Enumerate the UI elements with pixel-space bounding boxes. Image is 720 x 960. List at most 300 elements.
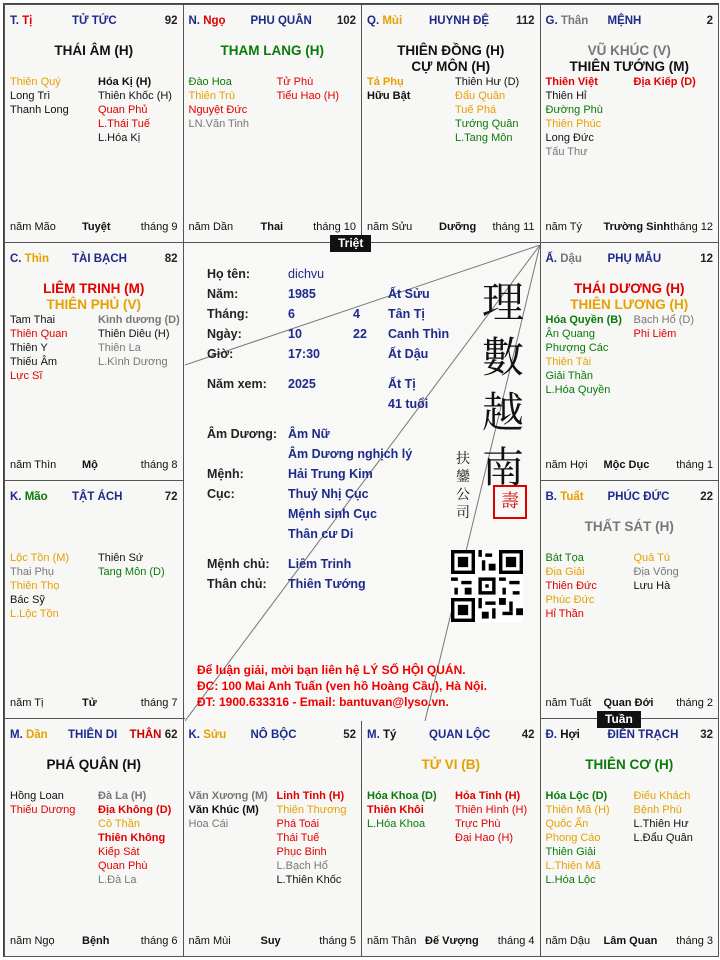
minor-star: L.Tang Môn	[455, 132, 513, 144]
cuc-value: Thuỷ Nhị Cục	[288, 487, 369, 501]
palace-footer	[546, 459, 714, 472]
palace-name: TÀI BẠCH	[72, 253, 127, 265]
major-star: THÁI ÂM (H)	[54, 43, 134, 58]
logo-char: 越	[481, 388, 524, 437]
minor-star: Thiên Sứ	[98, 552, 144, 564]
minor-star: L.Hóa Kị	[98, 132, 141, 144]
palace-branch: Sửu	[203, 729, 227, 741]
minor-stars-left	[10, 313, 67, 383]
palace-header	[546, 491, 714, 505]
contact-address: ĐC: 100 Mai Anh Tuấn (ven hồ Hoàng Cầu), Hà Nội.	[197, 679, 488, 693]
horoscope-board	[3, 3, 719, 957]
minor-star: L.Lộc Tồn	[10, 608, 59, 620]
minor-star: Thiên Thương	[276, 804, 347, 816]
minor-star: Tướng Quân	[455, 118, 519, 130]
palace-year: năm Thìn	[10, 459, 57, 471]
palace-header	[10, 491, 178, 505]
palace-position	[367, 15, 402, 27]
minor-stars-right	[98, 75, 172, 145]
minor-stars-left	[546, 551, 597, 621]
major-star: THIÊN TƯỚNG (M)	[569, 59, 689, 74]
palace-stem: Ấ.	[545, 253, 557, 265]
red-seal: 壽	[493, 485, 527, 519]
minor-stars-right	[455, 75, 519, 145]
palace-name: TẬT ÁCH	[72, 491, 123, 503]
minor-stars-left	[189, 789, 268, 831]
minor-stars-right	[98, 789, 171, 887]
palace-month: tháng 3	[676, 935, 713, 947]
minor-star: Thiên Hỉ	[545, 90, 587, 102]
major-star: PHÁ QUÂN (H)	[46, 757, 141, 772]
minor-star: Thiên Y	[10, 342, 48, 354]
palace-footer	[189, 935, 357, 948]
palace-stem: C.	[10, 253, 22, 265]
minor-star: Đà La (H)	[98, 790, 147, 802]
year-canchi: Ất Sửu	[388, 287, 430, 301]
minor-star: Hoa Cái	[188, 818, 229, 830]
minor-star: L.Hóa Quyền	[545, 384, 611, 396]
minor-star: Thiên Không	[98, 832, 166, 844]
palace-stem: M.	[10, 729, 23, 741]
palace-branch: Tị	[22, 15, 33, 27]
palace-dau[interactable]	[540, 242, 720, 481]
palace-year: năm Thân	[367, 935, 417, 947]
contact-phone-email: ĐT: 1900.633316 - Email: bantuvan@lyso.vn.	[197, 695, 449, 709]
major-star: THÁI DƯƠNG (H)	[574, 281, 685, 296]
palace-header	[367, 729, 535, 743]
minor-star: Thiên Tài	[545, 356, 592, 368]
minor-star: Tiểu Hao (H)	[276, 90, 340, 102]
minor-star: L.Thiên Khốc	[276, 874, 342, 886]
minor-star: Hỉ Thần	[545, 608, 584, 620]
minor-star: Phong Cáo	[545, 832, 601, 844]
minor-star: Hữu Bật	[367, 90, 411, 102]
minor-stars-right	[98, 313, 180, 369]
name-value: dichvu	[288, 267, 325, 281]
menh-label: Mệnh:	[207, 467, 244, 481]
palace-cycle: Dưỡng	[439, 221, 477, 233]
palace-name: TỬ TỨC	[72, 15, 117, 27]
month-solar: 6	[288, 307, 295, 321]
palace-number: 2	[706, 15, 713, 27]
palace-number: 82	[164, 253, 178, 265]
minor-star: Thiên Hình (H)	[455, 804, 528, 816]
palace-stem: N.	[188, 15, 200, 27]
minor-star: LN.Văn Tinh	[188, 118, 250, 130]
month-canchi: Tân Tị	[388, 307, 425, 321]
contact-line-1: Để luận giải, mời bạn liên hệ LÝ SỐ HỘI QUÁN.	[197, 663, 466, 677]
minor-star: Địa Không (D)	[98, 804, 172, 816]
minor-stars-left	[546, 789, 610, 887]
palace-cycle: Trường Sinh	[603, 221, 671, 233]
major-stars	[9, 281, 179, 313]
major-star: THAM LANG (H)	[220, 43, 324, 58]
palace-mao[interactable]	[4, 480, 184, 719]
palace-position	[10, 15, 32, 27]
palace-footer	[10, 697, 178, 710]
minor-star: Tam Thai	[10, 314, 56, 326]
palace-header	[10, 729, 178, 743]
palace-month: tháng 8	[140, 459, 178, 471]
amduong-note: Âm Dương nghịch lý	[288, 447, 413, 461]
minor-star: L.Kình Dương	[98, 356, 168, 368]
palace-name: MỆNH	[607, 15, 642, 27]
palace-cycle: Bệnh	[82, 935, 110, 947]
minor-star: Thai Phụ	[10, 566, 55, 578]
minor-star: Thiên La	[98, 342, 141, 354]
tuan-marker: Tuần	[597, 711, 641, 728]
minor-stars-left	[10, 551, 69, 621]
minor-star: Địa Võng	[633, 566, 679, 578]
minor-star: Thiên Quan	[10, 328, 68, 340]
palace-name: PHÚC ĐỨC	[607, 491, 670, 503]
palace-year: năm Ngọ	[10, 935, 55, 947]
palace-position	[546, 253, 582, 265]
palace-name: NÔ BỘC	[250, 729, 297, 741]
palace-branch: Mùi	[382, 15, 403, 27]
minor-star: L.Hóa Lộc	[545, 874, 596, 886]
palace-position	[189, 729, 227, 741]
calligraphy-logo	[473, 275, 533, 495]
palace-header	[189, 729, 357, 743]
hour-label: Giờ:	[207, 347, 234, 361]
major-star: THIÊN PHỦ (V)	[46, 297, 141, 312]
palace-cycle: Tử	[82, 697, 97, 709]
palace-year: năm Tuất	[545, 697, 592, 709]
palace-number: 22	[700, 491, 713, 503]
minor-star: Tấu Thư	[545, 146, 588, 158]
amduong-value: Âm Nữ	[288, 427, 330, 441]
month-label: Tháng:	[207, 307, 249, 321]
palace-stem: G.	[545, 15, 558, 27]
minor-star: Thiên Khốc (H)	[98, 90, 172, 102]
palace-header	[10, 253, 178, 267]
name-label: Họ tên:	[207, 267, 251, 281]
palace-number: 92	[164, 15, 178, 27]
major-star: TỬ VI (B)	[421, 757, 480, 772]
major-star: THIÊN ĐỒNG (H)	[397, 43, 505, 58]
minor-star: Văn Khúc (M)	[188, 804, 259, 816]
minor-star: Nguyệt Đức	[188, 104, 248, 116]
palace-name: PHU QUÂN	[250, 15, 312, 27]
palace-mui[interactable]	[361, 4, 541, 243]
major-stars	[545, 43, 715, 75]
minor-star: Đào Hoa	[188, 76, 232, 88]
day-canchi: Canh Thìn	[388, 327, 450, 341]
palace-month: tháng 4	[497, 935, 535, 947]
major-star: THIÊN LƯƠNG (H)	[570, 297, 689, 312]
minor-star: Thiên Mã (H)	[545, 804, 610, 816]
palace-month: tháng 11	[492, 221, 535, 233]
minor-star: Hóa Quyền (B)	[545, 314, 622, 326]
palace-suu[interactable]	[183, 718, 363, 957]
view-year-canchi: Ất Tị	[388, 377, 416, 391]
palace-branch: Dần	[25, 729, 48, 741]
minor-star: L.Đẩu Quân	[633, 832, 693, 844]
palace-branch: Thân	[560, 15, 589, 27]
minor-star: Lưu Hà	[633, 580, 671, 592]
minor-star: Thiên Việt	[545, 76, 598, 88]
minor-star: L.Bạch Hổ	[276, 860, 328, 872]
minor-stars-left	[546, 313, 622, 397]
palace-branch: Dậu	[560, 253, 582, 265]
triet-marker: Triệt	[330, 235, 371, 252]
minor-star: Kình dương (D)	[98, 314, 180, 326]
minor-stars-right	[634, 75, 696, 89]
minor-star: Phục Binh	[276, 846, 327, 858]
minor-stars-right	[634, 551, 679, 593]
minor-star: Phượng Các	[545, 342, 609, 354]
minor-star: Hỏa Tinh (H)	[455, 790, 521, 802]
palace-branch: Hợi	[560, 729, 580, 741]
minor-star: Tả Phụ	[367, 76, 404, 88]
palace-footer	[10, 935, 178, 948]
minor-star: Kiếp Sát	[98, 846, 140, 858]
view-year-label: Năm xem:	[207, 377, 267, 391]
minor-star: Long Đức	[545, 132, 594, 144]
palace-stem: Đ.	[545, 729, 557, 741]
major-stars	[9, 757, 179, 773]
palace-dan[interactable]	[4, 718, 184, 957]
palace-header	[10, 15, 178, 29]
logo-sub-char: 扶	[456, 451, 470, 467]
major-stars	[545, 757, 715, 773]
minor-star: Tử Phù	[276, 76, 314, 88]
palace-position	[546, 729, 580, 741]
minor-star: L.Đà La	[98, 874, 137, 886]
palace-number: 72	[164, 491, 178, 503]
minor-stars-left	[10, 75, 69, 117]
palace-cycle: Mộc Dục	[603, 459, 650, 471]
palace-footer	[367, 221, 535, 234]
palace-month: tháng 6	[140, 935, 178, 947]
logo-sub-char: 鑾	[456, 469, 470, 485]
palace-than[interactable]	[540, 4, 720, 243]
palace-number: 62	[164, 729, 178, 741]
palace-stem: B.	[545, 491, 557, 503]
palace-month: tháng 9	[140, 221, 178, 233]
palace-cycle: Thai	[260, 221, 284, 233]
calligraphy-sub	[453, 450, 473, 522]
menh-value: Hải Trung Kim	[288, 467, 373, 481]
palace-ty[interactable]	[361, 718, 541, 957]
than-chu-value: Thiên Tướng	[288, 577, 366, 591]
minor-star: Long Trì	[10, 90, 51, 102]
minor-stars-left	[189, 75, 250, 131]
logo-char: 南	[481, 443, 524, 492]
palace-position	[10, 491, 48, 503]
minor-star: Thiên Diêu (H)	[98, 328, 170, 340]
palace-month: tháng 2	[676, 697, 713, 709]
view-year-value: 2025	[288, 377, 316, 391]
palace-month: tháng 12	[670, 221, 713, 233]
palace-year: năm Hợi	[545, 459, 588, 471]
palace-thin[interactable]	[4, 242, 184, 481]
logo-sub-char: 司	[456, 505, 470, 521]
palace-cycle: Mộ	[82, 459, 98, 471]
palace-year: năm Dần	[188, 221, 234, 233]
logo-char: 數	[481, 333, 524, 382]
center-info-panel	[185, 245, 540, 721]
minor-star: Thiên Khôi	[367, 804, 424, 816]
palace-stem: K.	[10, 491, 22, 503]
minor-star: Thiên Giải	[545, 846, 596, 858]
minor-star: Quốc Ấn	[545, 818, 589, 830]
palace-position	[367, 729, 396, 741]
minor-star: L.Thiên Mã	[545, 860, 601, 872]
minor-star: L.Thái Tuế	[98, 118, 150, 130]
minor-star: Đẩu Quân	[455, 90, 506, 102]
palace-name: QUAN LỘC	[429, 729, 491, 741]
minor-star: Bác Sỹ	[10, 594, 45, 606]
minor-star: Lực Sĩ	[10, 370, 43, 382]
palace-header	[546, 729, 714, 743]
minor-stars-left	[10, 789, 75, 817]
palace-number: 32	[700, 729, 713, 741]
palace-footer	[367, 935, 535, 948]
minor-star: Cô Thần	[98, 818, 140, 830]
minor-star: Phi Liêm	[633, 328, 677, 340]
minor-star: Hóa Khoa (D)	[367, 790, 437, 802]
minor-star: Đường Phù	[545, 104, 603, 116]
minor-star: Thiên Phúc	[545, 118, 602, 130]
major-star: CỰ MÔN (H)	[411, 59, 491, 74]
than-marker: THÂN	[129, 729, 162, 741]
minor-star: Hóa Kị (H)	[98, 76, 152, 88]
palace-position	[10, 253, 49, 265]
palace-footer	[546, 935, 714, 948]
palace-hoi[interactable]	[540, 718, 720, 957]
minor-stars-left	[546, 75, 603, 159]
minor-star: Quan Phủ	[98, 104, 148, 116]
qr-code[interactable]	[451, 550, 523, 622]
minor-star: L.Hóa Khoa	[367, 818, 426, 830]
palace-number: 12	[700, 253, 713, 265]
minor-star: Phá Toái	[276, 818, 320, 830]
palace-month: tháng 10	[313, 221, 356, 233]
minor-star: Quan Phù	[98, 860, 148, 872]
palace-stem: T.	[10, 15, 19, 27]
minor-star: Ân Quang	[545, 328, 596, 340]
palace-name: PHỤ MẪU	[607, 253, 662, 265]
palace-header	[546, 253, 714, 267]
palace-position	[546, 491, 584, 503]
than-chu-label: Thân chủ:	[207, 577, 267, 591]
palace-position	[546, 15, 589, 27]
palace-cycle: Suy	[260, 935, 281, 947]
minor-stars-left	[367, 789, 437, 831]
major-star: VŨ KHÚC (V)	[587, 43, 671, 58]
minor-star: Thiếu Dương	[10, 804, 76, 816]
minor-star: Thiếu Âm	[10, 356, 58, 368]
palace-month: tháng 7	[140, 697, 178, 709]
palace-name: HUYNH ĐỆ	[429, 15, 490, 27]
minor-stars-right	[277, 75, 340, 103]
palace-year: năm Tị	[10, 697, 44, 709]
palace-branch: Tý	[382, 729, 397, 741]
month-lunar: 4	[353, 307, 360, 321]
palace-branch: Ngọ	[203, 15, 226, 27]
palace-year: năm Mùi	[188, 935, 231, 947]
amduong-label: Âm Dương:	[207, 427, 278, 441]
palace-branch: Mão	[24, 491, 48, 503]
major-stars	[188, 43, 358, 59]
palace-cycle: Tuyệt	[82, 221, 111, 233]
age-value: 41 tuổi	[388, 397, 429, 411]
palace-year: năm Mão	[10, 221, 56, 233]
major-star: THẤT SÁT (H)	[584, 519, 674, 534]
day-label: Ngày:	[207, 327, 242, 341]
palace-year: năm Tý	[545, 221, 582, 233]
minor-star: L.Thiên Hư	[633, 818, 689, 830]
year-label: Năm:	[207, 287, 239, 301]
palace-month: tháng 5	[319, 935, 356, 947]
major-stars	[545, 519, 715, 535]
minor-star: Điếu Khách	[633, 790, 691, 802]
menh-chu-value: Liêm Trinh	[288, 557, 352, 571]
palace-header	[546, 15, 714, 29]
year-value: 1985	[288, 287, 316, 301]
palace-name: THIÊN DI	[68, 729, 118, 741]
palace-month: tháng 1	[676, 459, 713, 471]
day-lunar: 22	[353, 327, 367, 341]
minor-star: Bát Tọa	[545, 552, 584, 564]
minor-stars-right	[455, 789, 527, 845]
palace-position	[189, 15, 226, 27]
palace-position	[10, 729, 48, 741]
palace-year: năm Dậu	[545, 935, 591, 947]
palace-stem: Q.	[367, 15, 380, 27]
palace-footer	[546, 221, 714, 234]
hour-canchi: Ất Dậu	[388, 347, 429, 361]
minor-star: Địa Kiếp (D)	[633, 76, 696, 88]
minor-star: Linh Tinh (H)	[276, 790, 345, 802]
minor-stars-right	[98, 551, 165, 579]
palace-header	[189, 15, 357, 29]
minor-star: Trực Phù	[455, 818, 501, 830]
minor-star: Lộc Tồn (M)	[10, 552, 70, 564]
minor-stars-right	[634, 313, 695, 341]
palace-branch: Tuất	[560, 491, 584, 503]
menh-chu-label: Mệnh chủ:	[207, 557, 270, 571]
minor-star: Thiên Hư (D)	[455, 76, 520, 88]
palace-ti[interactable]	[4, 4, 184, 243]
minor-star: Thiên Trù	[188, 90, 235, 102]
palace-footer	[10, 221, 178, 234]
palace-number: 42	[521, 729, 535, 741]
palace-cycle: Quan Đới	[603, 697, 654, 709]
minor-stars-left	[367, 75, 410, 103]
cuc-relation: Mệnh sinh Cục	[288, 507, 377, 521]
palace-number: 112	[515, 15, 535, 27]
minor-star: Thiên Quý	[10, 76, 61, 88]
palace-cycle: Đế Vượng	[425, 935, 479, 947]
palace-cycle: Lâm Quan	[603, 935, 658, 947]
palace-tuat[interactable]	[540, 480, 720, 719]
minor-star: Thiên Đức	[545, 580, 597, 592]
minor-star: Tang Môn (D)	[98, 566, 165, 578]
minor-star: Thanh Long	[10, 104, 69, 116]
major-star: THIÊN CƠ (H)	[585, 757, 674, 772]
minor-star: Bạch Hổ (D)	[633, 314, 695, 326]
minor-stars-right	[634, 789, 693, 845]
major-star: LIÊM TRINH (M)	[43, 281, 145, 296]
logo-sub-char: 公	[456, 487, 470, 503]
palace-stem: K.	[188, 729, 200, 741]
palace-ngo[interactable]	[183, 4, 363, 243]
minor-stars-right	[277, 789, 347, 887]
palace-footer	[546, 697, 714, 710]
